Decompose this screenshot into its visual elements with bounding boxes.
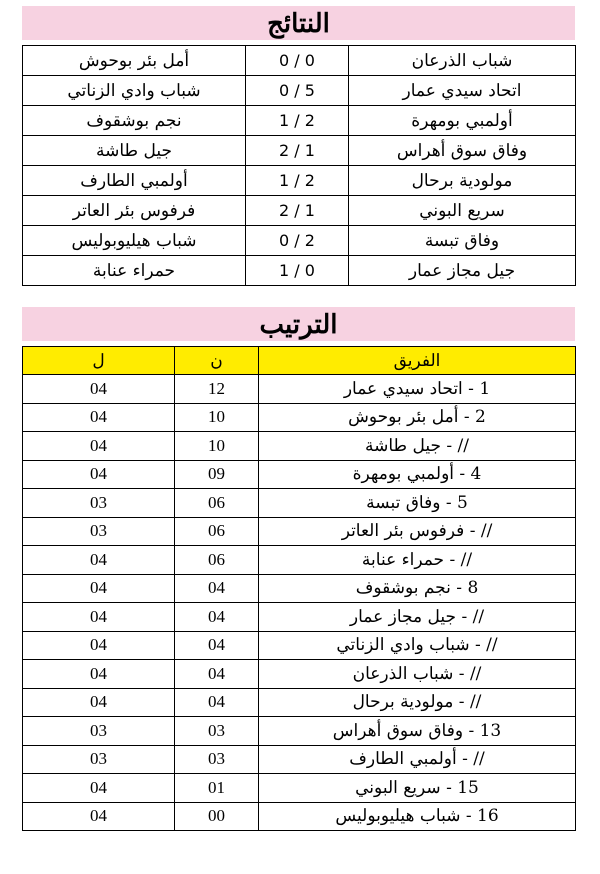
standings-row [23,603,576,632]
team-cell: // - أولمبي الطارف [259,745,576,774]
team-cell: // - جيل طاشة [259,432,576,461]
away-team: جيل طاشة [23,136,246,166]
played-cell: 03 [23,517,175,546]
match-score: 1 / 0 [246,256,349,286]
team-cell: // - شباب الذرعان [259,660,576,689]
played-cell: 04 [23,774,175,803]
team-cell: 13 - وفاق سوق أهراس [259,717,576,746]
home-team: اتحاد سيدي عمار [349,76,576,106]
match-score: 0 / 2 [246,226,349,256]
points-cell: 04 [175,603,259,632]
points-cell: 10 [175,432,259,461]
points-cell: 01 [175,774,259,803]
team-cell: // - فرفوس بئر العاتر [259,517,576,546]
home-team: وفاق سوق أهراس [349,136,576,166]
standings-row [23,745,576,774]
standings-row [23,574,576,603]
played-cell: 03 [23,489,175,518]
points-cell: 00 [175,802,259,831]
played-cell: 04 [23,432,175,461]
results-body [23,46,576,286]
match-score: 1 / 2 [246,166,349,196]
away-team: شباب هيليوبوليس [23,226,246,256]
standings-table [22,346,576,831]
played-cell: 04 [23,660,175,689]
standings-row [23,517,576,546]
standings-header-row [23,347,576,375]
standings-row [23,631,576,660]
team-cell: // - حمراء عنابة [259,546,576,575]
match-score: 0 / 5 [246,76,349,106]
team-cell: 8 - نجم بوشقوف [259,574,576,603]
standings-row [23,546,576,575]
match-score: 0 / 0 [246,46,349,76]
team-cell: 1 - اتحاد سيدي عمار [259,375,576,404]
played-cell: 03 [23,745,175,774]
played-cell: 04 [23,574,175,603]
played-cell: 04 [23,688,175,717]
away-team: فرفوس بئر العاتر [23,196,246,226]
home-team: جيل مجاز عمار [349,256,576,286]
match-score: 1 / 2 [246,106,349,136]
standings-row [23,375,576,404]
result-row [23,136,576,166]
played-cell: 04 [23,802,175,831]
home-team: سريع البوني [349,196,576,226]
away-team: شباب وادي الزناتي [23,76,246,106]
standings-title: الترتيب [22,307,575,341]
result-row [23,106,576,136]
results-title: النتائج [22,6,575,40]
played-cell: 03 [23,717,175,746]
header-points: ن [175,347,259,375]
team-cell: // - جيل مجاز عمار [259,603,576,632]
result-row [23,196,576,226]
standings-row [23,403,576,432]
standings-row [23,717,576,746]
home-team: شباب الذرعان [349,46,576,76]
standings-row [23,432,576,461]
points-cell: 06 [175,546,259,575]
team-cell: // - شباب وادي الزناتي [259,631,576,660]
points-cell: 03 [175,745,259,774]
result-row [23,166,576,196]
points-cell: 06 [175,517,259,546]
points-cell: 04 [175,660,259,689]
standings-body [23,375,576,831]
played-cell: 04 [23,631,175,660]
points-cell: 04 [175,574,259,603]
team-cell: 4 - أولمبي بومهرة [259,460,576,489]
match-score: 2 / 1 [246,136,349,166]
team-cell: 2 - أمل بئر بوحوش [259,403,576,432]
points-cell: 03 [175,717,259,746]
played-cell: 04 [23,403,175,432]
result-row [23,256,576,286]
away-team: نجم بوشقوف [23,106,246,136]
home-team: وفاق تبسة [349,226,576,256]
points-cell: 06 [175,489,259,518]
standings-row [23,802,576,831]
played-cell: 04 [23,546,175,575]
header-team: الفريق [259,347,576,375]
home-team: مولودية برحال [349,166,576,196]
played-cell: 04 [23,603,175,632]
team-cell: 5 - وفاق تبسة [259,489,576,518]
results-table [22,45,576,286]
header-played: ل [23,347,175,375]
result-row [23,76,576,106]
standings-row [23,688,576,717]
played-cell: 04 [23,375,175,404]
result-row [23,46,576,76]
points-cell: 04 [175,688,259,717]
team-cell: 16 - شباب هيليوبوليس [259,802,576,831]
home-team: أولمبي بومهرة [349,106,576,136]
team-cell: // - مولودية برحال [259,688,576,717]
played-cell: 04 [23,460,175,489]
away-team: أولمبي الطارف [23,166,246,196]
standings-row [23,660,576,689]
points-cell: 04 [175,631,259,660]
match-score: 2 / 1 [246,196,349,226]
points-cell: 09 [175,460,259,489]
standings-row [23,460,576,489]
points-cell: 10 [175,403,259,432]
team-cell: 15 - سريع البوني [259,774,576,803]
away-team: أمل بئر بوحوش [23,46,246,76]
away-team: حمراء عنابة [23,256,246,286]
standings-row [23,774,576,803]
result-row [23,226,576,256]
standings-row [23,489,576,518]
points-cell: 12 [175,375,259,404]
